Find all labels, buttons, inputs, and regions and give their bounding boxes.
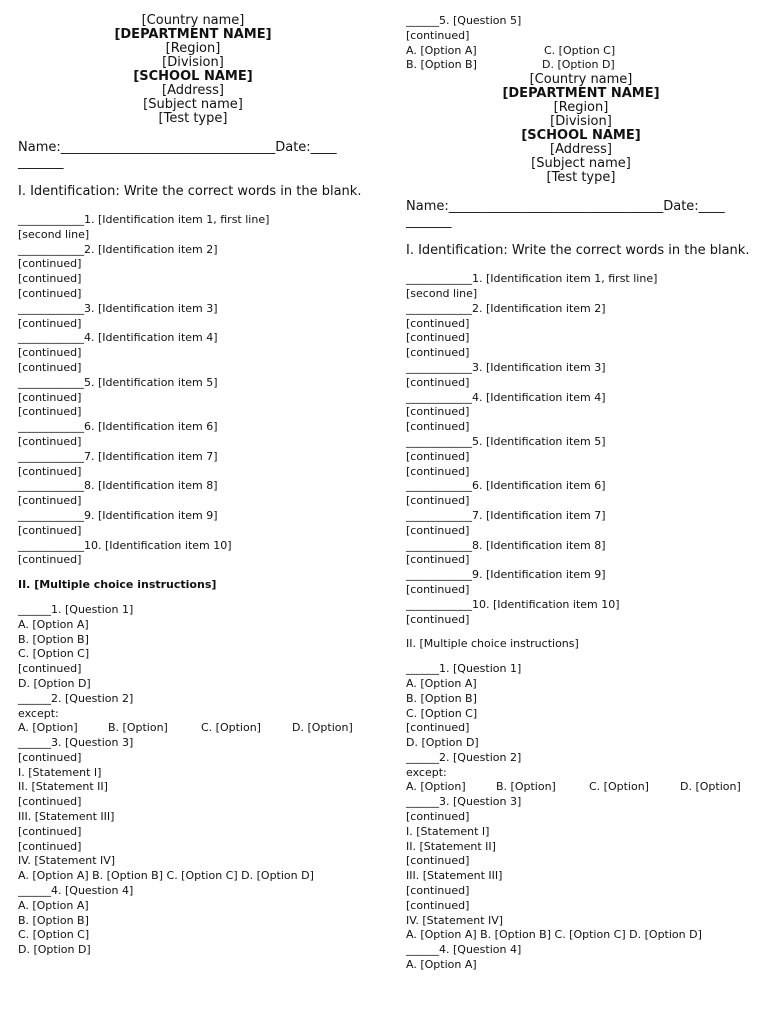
right-column	[406, 14, 756, 973]
mc-option: B. [Option B]	[406, 58, 477, 72]
mc-statement: II. [Statement II] [continued]	[18, 780, 108, 809]
mc-statement: I. [Statement I]	[406, 824, 490, 838]
mc-option: B. [Option B]	[18, 632, 89, 646]
identification-item-3: ____________3. [Identification item 3] [continued]	[18, 301, 218, 330]
header-region: [Region]	[165, 41, 221, 56]
mc-option: C. [Option C]	[544, 43, 616, 57]
header-republic: [Country name]	[141, 13, 245, 28]
mc-option: B. [Option B]	[18, 913, 89, 927]
part1-instruction: I. Identification: Write the correct words in the blank.	[18, 184, 362, 199]
mc-option: A. [Option A]	[18, 898, 89, 912]
header-division: [Division]	[550, 114, 612, 130]
mc-option: D. [Option D]	[18, 943, 91, 957]
name-date-line-continued: _______	[406, 214, 452, 230]
mc-option: D. [Option D]	[18, 676, 91, 690]
header-republic: [Country name]	[529, 72, 633, 88]
identification-item-7: ____________7. [Identification item 7] [continued]	[406, 508, 606, 537]
part2-instruction: II. [Multiple choice instructions]	[18, 578, 217, 592]
mc-option: C. [Option C] [continued]	[406, 706, 478, 735]
part2-instruction: II. [Multiple choice instructions]	[406, 637, 579, 651]
mc-question-3: ______3. [Question 3] [continued]	[18, 736, 134, 764]
mc-option: B. [Option]	[496, 780, 556, 794]
identification-item-2: ____________2. [Identification item 2] [continued] [continued] [continued]	[406, 301, 606, 360]
mc-options-row	[406, 780, 756, 795]
mc-statement: II. [Statement II] [continued]	[406, 839, 496, 868]
mc-question-2: ______2. [Question 2] except:	[18, 691, 134, 720]
identification-item-9: ____________9. [Identification item 9] [continued]	[406, 568, 606, 596]
mc-choices-line: A. [Option A] B. [Option B] C. [Option C] D. [Option D]	[18, 869, 314, 883]
multiple-choice-list	[18, 603, 368, 958]
left-column	[18, 14, 368, 958]
mc-option: D. [Option D]	[542, 58, 615, 72]
name-date-line: Name:_________________________________Date:____	[406, 199, 725, 215]
mc-option: A. [Option A]	[406, 676, 477, 690]
mc-option: D. [Option D]	[406, 736, 479, 750]
header-department: [DEPARTMENT NAME]	[502, 86, 660, 102]
identification-item-5: ____________5. [Identification item 5] [continued] [continued]	[406, 434, 606, 478]
mc-question-1: ______1. [Question 1]	[18, 602, 134, 616]
mc-option: C. [Option]	[201, 721, 261, 735]
identification-item-1: ____________1. [Identification item 1, first line] [second line]	[18, 213, 270, 241]
mc-option: C. [Option C] [continued]	[18, 647, 90, 676]
identification-item-4: ____________4. [Identification item 4] [continued] [continued]	[18, 331, 218, 374]
identification-item-2: ____________2. [Identification item 2] [continued] [continued] [continued]	[18, 242, 218, 300]
mc-options-row	[18, 721, 368, 736]
mc-statement: III. [Statement III] [continued] [continued]	[18, 810, 115, 853]
identification-item-10: ____________10. [Identification item 10] [continued]	[18, 538, 232, 567]
header-subject: [Subject name]	[143, 97, 243, 112]
mc-question-5: ______5. [Question 5] [continued]	[406, 14, 522, 42]
mc-options-row	[406, 44, 756, 59]
identification-item-7: ____________7. [Identification item 7] [continued]	[18, 449, 218, 478]
identification-item-5: ____________5. [Identification item 5] [continued] [continued]	[18, 375, 218, 419]
mc-question-1: ______1. [Question 1]	[406, 662, 522, 676]
mc-options-row	[406, 58, 756, 73]
identification-list	[18, 213, 368, 568]
header-department: [DEPARTMENT NAME]	[114, 27, 272, 42]
identification-item-10: ____________10. [Identification item 10] [continued]	[406, 597, 620, 626]
mc-option: A. [Option]	[18, 721, 78, 735]
header-address: [Address]	[162, 83, 224, 98]
mc-option: A. [Option]	[406, 780, 466, 794]
header-test-type: [Test type]	[158, 111, 228, 126]
mc-statement: III. [Statement III] [continued] [continued]	[406, 869, 503, 912]
mc-statement: IV. [Statement IV]	[406, 913, 504, 927]
header-region: [Region]	[553, 100, 609, 116]
mc-question-4: ______4. [Question 4]	[406, 943, 522, 957]
mc-option: A. [Option A]	[406, 958, 477, 972]
mc-question-3: ______3. [Question 3] [continued]	[406, 795, 522, 824]
mc-choices-line: A. [Option A] B. [Option B] C. [Option C] D. [Option D]	[406, 928, 702, 942]
name-date-line: Name:_________________________________Date:____	[18, 140, 337, 155]
identification-item-6: ____________6. [Identification item 6] [continued]	[406, 479, 606, 508]
mc-option: B. [Option B]	[406, 691, 477, 705]
multiple-choice-list	[406, 662, 756, 973]
identification-item-9: ____________9. [Identification item 9] [continued]	[18, 508, 218, 537]
header-division: [Division]	[162, 55, 224, 70]
mc-question-4: ______4. [Question 4]	[18, 884, 134, 898]
identification-item-8: ____________8. [Identification item 8] [continued]	[18, 479, 218, 508]
header-school: [SCHOOL NAME]	[133, 69, 253, 84]
mc-option: C. [Option C]	[18, 928, 90, 942]
mc-question-2: ______2. [Question 2] except:	[406, 750, 522, 779]
mc-statement: I. [Statement I]	[18, 765, 102, 779]
name-date-line-continued: _______	[18, 155, 64, 170]
mc-statement: IV. [Statement IV]	[18, 854, 116, 868]
identification-item-8: ____________8. [Identification item 8] [continued]	[406, 538, 606, 567]
identification-item-6: ____________6. [Identification item 6] [continued]	[18, 420, 218, 448]
mc-option: D. [Option]	[292, 721, 353, 735]
header-school: [SCHOOL NAME]	[521, 128, 641, 144]
identification-item-3: ____________3. [Identification item 3] [continued]	[406, 360, 606, 389]
header-address: [Address]	[550, 142, 612, 158]
mc-option: D. [Option]	[680, 780, 741, 794]
identification-item-1: ____________1. [Identification item 1, first line] [second line]	[406, 272, 658, 300]
header-subject: [Subject name]	[531, 156, 631, 172]
part1-instruction: I. Identification: Write the correct words in the blank.	[406, 243, 750, 259]
identification-list	[406, 272, 756, 627]
identification-item-4: ____________4. [Identification item 4] [continued] [continued]	[406, 390, 606, 434]
mc-option: C. [Option]	[589, 780, 649, 794]
mc-option: A. [Option A]	[18, 617, 89, 631]
header-test-type: [Test type]	[546, 170, 616, 186]
mc-option: A. [Option A]	[406, 43, 477, 57]
mc-option: B. [Option]	[108, 721, 168, 735]
